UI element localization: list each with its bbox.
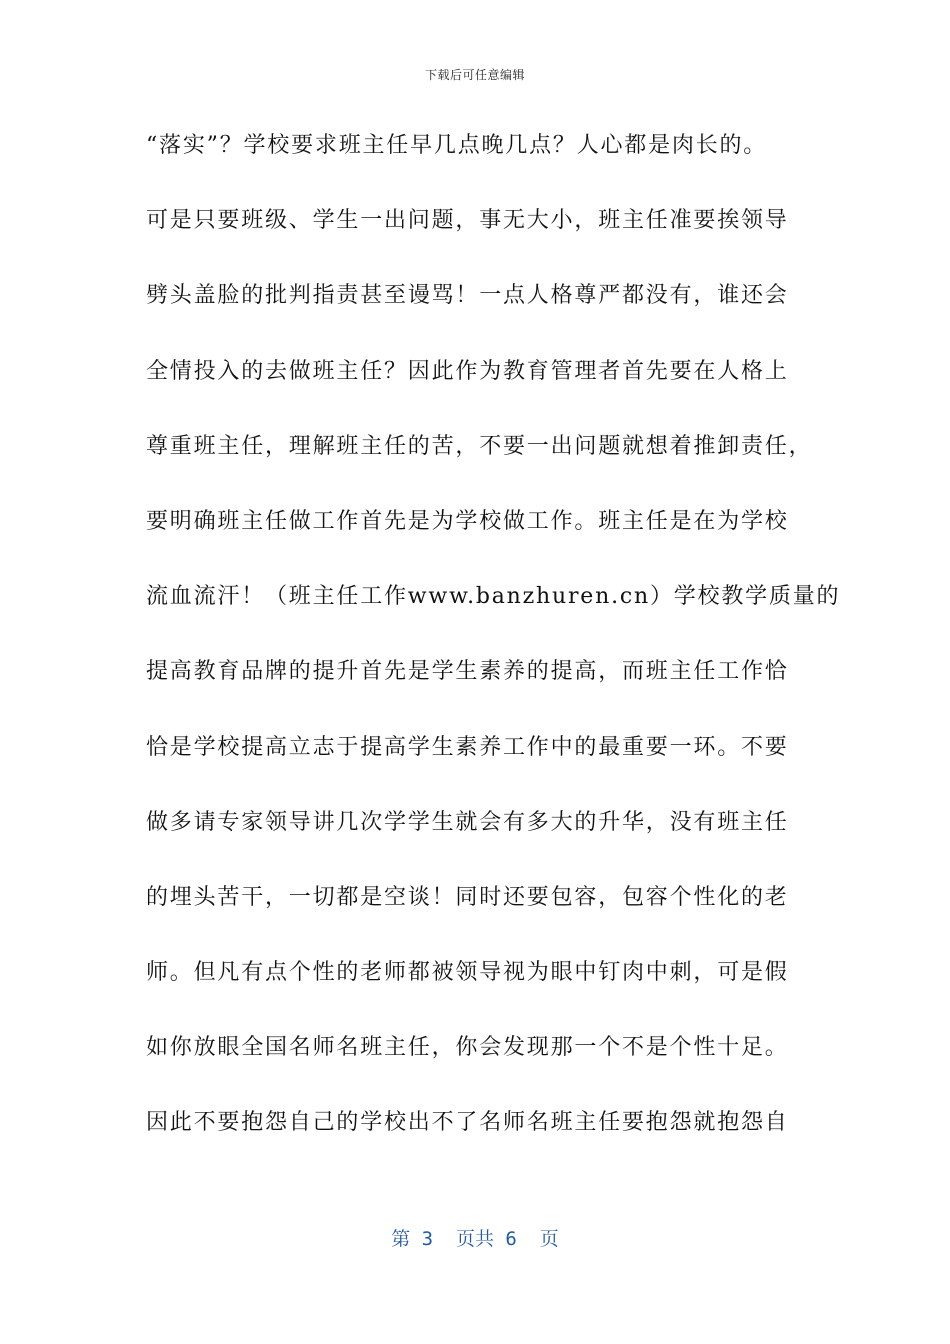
body-line: 劈头盖脸的批判指责甚至谩骂！一点人格尊严都没有，谁还会 (146, 283, 789, 309)
body-line: 如你放眼全国名师名班主任，你会发现那一个不是个性十足。 (146, 1035, 789, 1061)
body-line: 可是只要班级、学生一出问题，事无大小，班主任准要挨领导 (146, 208, 789, 234)
body-line: 提高教育品牌的提升首先是学生素养的提高，而班主任工作恰 (146, 659, 789, 685)
body-line: “落实”？学校要求班主任早几点晚几点？人心都是肉长的。 (146, 133, 768, 158)
page-number-footer: 第 3 页共 6 页 (391, 1228, 559, 1250)
body-line: 因此不要抱怨自己的学校出不了名师名班主任要抱怨就抱怨自 (146, 1110, 789, 1136)
body-line: 流血流汗！（班主任工作www.banzhuren.cn）学校教学质量的 (146, 584, 841, 610)
body-line: 师。但凡有点个性的老师都被领导视为眼中钉肉中刺，可是假 (146, 960, 789, 986)
page-header: 下载后可任意编辑 (424, 68, 525, 82)
body-line: 全情投入的去做班主任？因此作为教育管理者首先要在人格上 (146, 358, 789, 384)
document-body (146, 128, 841, 1181)
body-line: 要明确班主任做工作首先是为学校做工作。班主任是在为学校 (146, 508, 789, 534)
body-line: 尊重班主任，理解班主任的苦，不要一出问题就想着推卸责任， (146, 433, 813, 459)
body-line: 恰是学校提高立志于提高学生素养工作中的最重要一环。不要 (146, 734, 789, 760)
body-line: 做多请专家领导讲几次学学生就会有多大的升华，没有班主任 (146, 809, 789, 835)
body-line: 的埋头苦干，一切都是空谈！同时还要包容，包容个性化的老 (146, 884, 789, 910)
